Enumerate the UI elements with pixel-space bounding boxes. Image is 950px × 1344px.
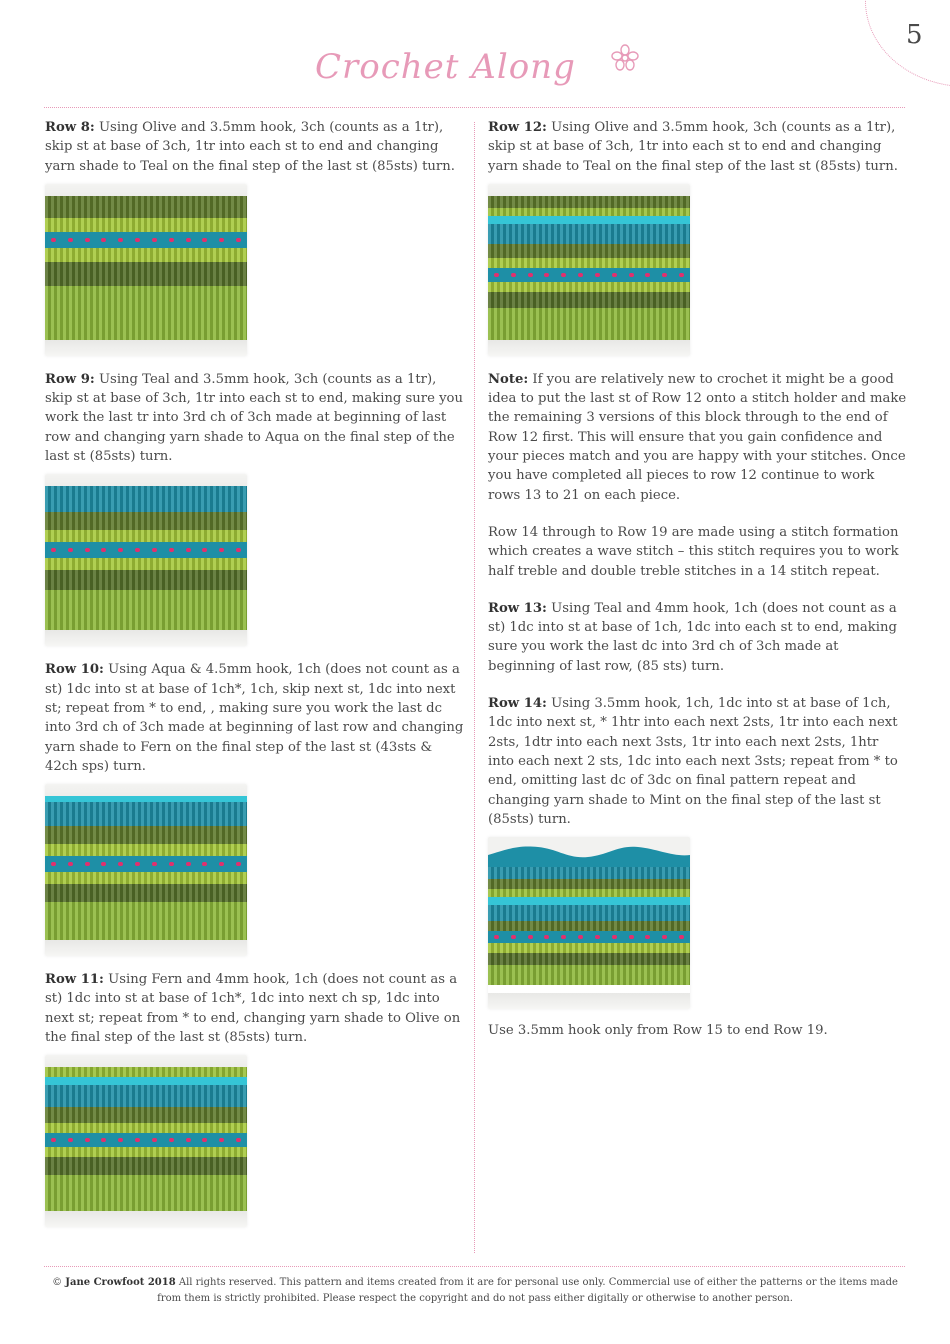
row-12-text — [488, 118, 908, 176]
row-8-text — [45, 118, 465, 176]
row-9-body: Using Teal and 3.5mm hook, 3ch (counts as a 1tr), skip st at base of 3ch, 1tr into each st to end, making sure you work the last tr into 3rd ch of 3ch made at beginning of last row and changing yarn shade to Aqua on the final step of the last st (85sts) turn. — [45, 371, 463, 465]
row-10-body: Using Aqua & 4.5mm hook, 1ch (does not count as a st) 1dc into st at base of 1ch*, 1ch, skip next st, 1dc into next st; repeat from * to end, , making sure you work the last dc into 3rd ch of 3ch made at beginning of last row and changing yarn shade to Fern on the final step of the last st (43sts & 42ch sps) turn. — [45, 662, 464, 774]
row-12-body: Using Olive and 3.5mm hook, 3ch (counts as a 1tr), skip st at base of 3ch, 1tr into each st to end and changing yarn shade to Teal on the final step of the last st (85sts) turn. — [488, 120, 898, 174]
row-9-photo — [45, 474, 247, 646]
header-logo — [0, 40, 950, 102]
note-label: Note: — [488, 371, 529, 387]
row-11-photo — [45, 1055, 247, 1227]
row-14-text — [488, 694, 908, 829]
column-divider — [474, 122, 475, 1253]
row-10-block — [45, 660, 465, 956]
footer-rule — [44, 1266, 905, 1267]
row-12-photo — [488, 184, 690, 356]
flower-icon — [612, 45, 638, 70]
row-8-photo — [45, 184, 247, 356]
row-10-label: Row 10: — [45, 662, 104, 678]
left-column — [45, 118, 465, 1241]
row-14-label: Row 14: — [488, 696, 547, 712]
row-11-text — [45, 970, 465, 1047]
wave-edge — [488, 837, 690, 867]
copyright-text: All rights reserved. This pattern and items created from it are for personal use only. Commercial use of either the patterns or the items made from them is strictly prohibited. Please respect the copyright and do not pass either digitally or otherwise to another person. — [157, 1277, 898, 1304]
row-9-label: Row 9: — [45, 371, 95, 387]
row-9-text — [45, 370, 465, 466]
row-14-photo — [488, 837, 690, 1009]
copyright-owner: Jane Crowfoot 2018 — [65, 1277, 176, 1288]
row-11-body: Using Fern and 4mm hook, 1ch (does not count as a st) 1dc into st at base of 1ch*, 1dc into next ch sp, 1dc into next st; repeat from * to end, changing yarn shade to Olive on the final step of the last st (85sts) turn. — [45, 972, 461, 1046]
footer-copyright — [44, 1275, 906, 1307]
row-9-block — [45, 370, 465, 646]
row-8-block — [45, 118, 465, 356]
row-10-text — [45, 660, 465, 776]
page-number: 5 — [906, 20, 923, 50]
row-13-body: Using Teal and 4mm hook, 1ch (does not count as a st) 1dc into st at base of 1ch, 1dc into each st to end, making sure you work the last dc into 3rd ch of 3ch made at beginning of last row, (85 sts) turn. — [488, 600, 897, 674]
row-13-label: Row 13: — [488, 600, 547, 616]
header-rule — [44, 107, 905, 108]
copyright-symbol: © — [52, 1277, 63, 1288]
note-body: If you are relatively new to crochet it might be a good idea to put the last st of Row 12 onto a stitch holder and make the remaining 3 versions of this block through to the end of Row 12 first. This will ensure that you gain confidence and your pieces match and you are happy with your stitches. Once you have completed all pieces to row 12 continue to work rows 13 to 21 on each piece. — [488, 371, 907, 503]
row-8-label: Row 8: — [45, 120, 95, 135]
row-14-block — [488, 694, 908, 1009]
right-column — [488, 118, 908, 1040]
wave-intro-text: Row 14 through to Row 19 are made using a stitch formation which creates a wave stitch – this stitch requires you to work half treble and double treble stitches in a 14 stitch repeat. — [488, 524, 899, 579]
row-12-block — [488, 118, 908, 356]
row-13-text — [488, 599, 908, 676]
row-11-label: Row 11: — [45, 972, 104, 988]
closing-text: Use 3.5mm hook only from Row 15 to end Row 19. — [488, 1023, 828, 1039]
row-8-body: Using Olive and 3.5mm hook, 3ch (counts as a 1tr), skip st at base of 3ch, 1tr into each st to end and changing yarn shade to Teal on the final step of the last st (85sts) turn. — [45, 120, 455, 174]
row-14-body: Using 3.5mm hook, 1ch, 1dc into st at base of 1ch, 1dc into next st, * 1htr into each next 2sts, 1tr into each next 2sts, 1dtr into each next 3sts, 1tr into each next 2sts, 1htr into each next 2 sts, 1dc into each next 3sts; repeat from * to end, omitting last dc of 3dc on final pattern repeat and changing yarn shade to Mint on the final step of the last st (85sts) turn. — [488, 696, 898, 827]
row-12-label: Row 12: — [488, 120, 547, 135]
row-10-photo — [45, 784, 247, 956]
header-title-text: Crochet Along — [315, 47, 576, 87]
crochet-along-logo — [305, 40, 645, 102]
row-11-block — [45, 970, 465, 1227]
note-text — [488, 370, 908, 505]
